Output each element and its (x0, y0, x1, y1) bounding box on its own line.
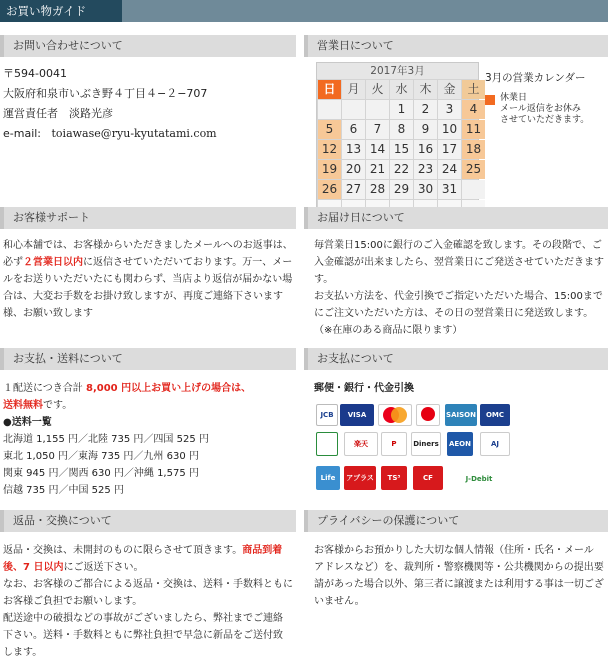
calendar-title: 2017年3月 (317, 63, 478, 79)
shipping-rate: 信越 735 円／中国 525 円 (3, 485, 124, 496)
returns-line-1-pre: 返品・交換は、未開封のものに限らさせて頂きます。 (3, 545, 243, 556)
calendar-day: 29 (390, 180, 413, 199)
shipping-line-1-red: 8,000 円以上お買い上げの場合は、 (85, 383, 252, 394)
calendar-day: 14 (366, 140, 389, 159)
shipping-line-2 (3, 397, 295, 414)
manager: 運営責任者 淡路光彦 (3, 107, 113, 120)
legend-note-1: メール返信をお休み (500, 104, 581, 114)
calendar-day: 23 (414, 160, 437, 179)
calendar-day: 12 (318, 140, 341, 159)
email-label: e-mail: (3, 127, 42, 140)
email-link[interactable]: toiawase@ryu-kyutatami.com (51, 127, 217, 140)
privacy-line: 請があった場合以外、第三者に譲渡または利用する事は一切ござ (314, 579, 604, 590)
calendar-day: 10 (438, 120, 461, 139)
calendar-day: 28 (366, 180, 389, 199)
support-text-red: ２営業日以内 (23, 257, 83, 268)
returns-line: なお、お客様のご都合による返品・交換は、送料・手数料ともに (3, 579, 293, 590)
page-title: お買い物ガイド (0, 0, 122, 22)
shipping-line-1 (3, 380, 295, 397)
privacy-line: お客様からお預かりした大切な個人情報（住所・氏名・メール (314, 545, 594, 556)
calendar-grid (317, 79, 482, 219)
calendar-day: 6 (342, 120, 365, 139)
card-logo-cf-card: CF (413, 466, 443, 490)
address: 大阪府和泉市いぶき野４丁目４−２−707 (3, 87, 208, 100)
privacy-text (314, 542, 606, 610)
card-logo-jcb: JCB (316, 404, 338, 426)
holiday-legend-swatch (485, 95, 495, 105)
card-logo-aeon: AEON (447, 432, 473, 456)
calendar-day (318, 100, 341, 119)
shipping-text (3, 380, 295, 499)
calendar-day: 26 (318, 180, 341, 199)
calendar-day: 16 (414, 140, 437, 159)
support-text-1: 和心本舗では、お客様からいただきましたメールへのお返事は、必ず (3, 240, 293, 268)
returns-line: します。 (3, 647, 43, 658)
card-logo-rakuten: 楽天 (344, 432, 378, 456)
returns-line-1 (3, 542, 295, 559)
calendar-weekday: 金 (438, 80, 461, 99)
shipping-rate: 東北 1,050 円／東海 735 円／九州 630 円 (3, 451, 199, 462)
returns-line-2 (3, 559, 295, 576)
returns-line: 下さい。送料・手数料ともに弊社負担で早急に新品をご送付致 (3, 630, 283, 641)
card-logo-kyodo-card: K (316, 432, 338, 456)
card-logo-saison-card: SAISON (445, 404, 477, 426)
calendar-day: 21 (366, 160, 389, 179)
support-text (3, 237, 295, 322)
calendar-day: 1 (390, 100, 413, 119)
delivery-line: 毎営業日15:00に銀行のご入金確認を致します。その段階で、ご (314, 240, 602, 251)
calendar-day: 7 (366, 120, 389, 139)
privacy-heading: プライバシーの保護について (304, 510, 608, 532)
calendar-day: 4 (462, 100, 485, 119)
returns-line-1-red: 商品到着 (242, 545, 283, 556)
mastercard-icon (379, 405, 411, 425)
business-calendar (316, 62, 482, 220)
delivery-heading: お届け日について (304, 207, 608, 229)
calendar-weekday: 月 (342, 80, 365, 99)
calendar-caption: 3月の営業カレンダー (485, 72, 586, 84)
card-logo-life-card: Life (316, 466, 340, 490)
calendar-day: 19 (318, 160, 341, 179)
card-logo-aplus: アプラス (344, 466, 376, 490)
calendar-day: 13 (342, 140, 365, 159)
delivery-line: （※在庫のある商品に限ります） (314, 325, 463, 336)
card-logo-ts3: TS³ (381, 466, 407, 490)
calendar-day (342, 100, 365, 119)
business-days-heading: 営業日について (304, 35, 608, 57)
returns-heading: 返品・交換について (0, 510, 296, 532)
calendar-day: 2 (414, 100, 437, 119)
calendar-weekday: 日 (318, 80, 341, 99)
postal-code: 〒594-0041 (3, 67, 67, 80)
calendar-day: 5 (318, 120, 341, 139)
returns-line: 配送途中の破損などの事故がございましたら、弊社までご連絡 (3, 613, 283, 624)
calendar-weekday: 水 (390, 80, 413, 99)
card-logo-orico (416, 404, 440, 426)
calendar-weekday: 土 (462, 80, 485, 99)
shipping-line-2-post: です。 (43, 400, 73, 411)
calendar-day: 17 (438, 140, 461, 159)
returns-deadline: 後、7 日以内 (3, 562, 64, 573)
calendar-day: 24 (438, 160, 461, 179)
delivery-line: にご注文いただいた方は、その日の翌営業日に発送致します。 (314, 308, 594, 319)
shipping-rate: 北海道 1,155 円／北陸 735 円／四国 525 円 (3, 434, 209, 445)
calendar-day: 18 (462, 140, 485, 159)
contact-heading: お問い合わせについて (0, 35, 296, 57)
card-logo-visa: VISA (340, 404, 374, 426)
email-line (3, 124, 299, 144)
card-logo-pocket-card: P (381, 432, 407, 456)
card-logo-j-debit: J-Debit (462, 466, 496, 492)
card-logo-mastercard (378, 404, 412, 426)
returns-line: お客様ご負担でお願いします。 (3, 596, 143, 607)
legend-note-2: させていただきます。 (500, 115, 590, 125)
support-heading: お客様サポート (0, 207, 296, 229)
card-logo-omc: OMC (480, 404, 510, 426)
orico-icon (418, 405, 438, 425)
support-text-2: に返信させていただいております。万一、メールをお送りいただいたにも関わらず、当店より返信が届かない場合は、大変お手数をお掛け致しますが、再度ご連絡下さいます様、お願い致します (3, 257, 293, 319)
privacy-line: いません。 (314, 596, 365, 607)
payment-methods: 郵便・銀行・代金引換 (314, 383, 414, 394)
calendar-day: 31 (438, 180, 461, 199)
privacy-line: アドレスなど）を、裁判所・警察機関等・公共機関からの提出要 (314, 562, 604, 573)
holiday-legend (500, 93, 589, 126)
shipping-list-title: ●送料一覧 (3, 417, 52, 428)
returns-line-2-post: にご返送下さい。 (63, 562, 144, 573)
calendar-day: 30 (414, 180, 437, 199)
returns-text (3, 542, 295, 661)
delivery-text (314, 237, 606, 339)
payment-heading: お支払について (304, 348, 608, 370)
free-shipping: 送料無料 (3, 400, 43, 411)
calendar-day (366, 100, 389, 119)
calendar-day (462, 180, 485, 199)
calendar-day: 27 (342, 180, 365, 199)
calendar-day: 9 (414, 120, 437, 139)
card-logo-diners-club: Diners (411, 432, 441, 456)
calendar-weekday: 火 (366, 80, 389, 99)
calendar-day: 15 (390, 140, 413, 159)
calendar-day: 3 (438, 100, 461, 119)
legend-label: 休業日 (500, 93, 528, 103)
shipping-line-1-pre: １配送につき合計 (3, 383, 86, 394)
contact-info (3, 64, 299, 144)
calendar-day: 11 (462, 120, 485, 139)
delivery-line: お支払い方法を、代金引換でご指定いただいた場合、15:00まで (314, 291, 603, 302)
delivery-line: す。 (314, 274, 334, 285)
calendar-day: 20 (342, 160, 365, 179)
calendar-day: 22 (390, 160, 413, 179)
card-logo-zenkoku-card: AJ (480, 432, 510, 456)
calendar-weekday: 木 (414, 80, 437, 99)
shipping-rate: 関東 945 円／関西 630 円／沖縄 1,575 円 (3, 468, 199, 479)
calendar-day: 25 (462, 160, 485, 179)
delivery-line: 入金確認が出来ましたら、翌営業日にご発送させていただきます (314, 257, 604, 268)
shipping-heading: お支払・送料について (0, 348, 296, 370)
calendar-day: 8 (390, 120, 413, 139)
